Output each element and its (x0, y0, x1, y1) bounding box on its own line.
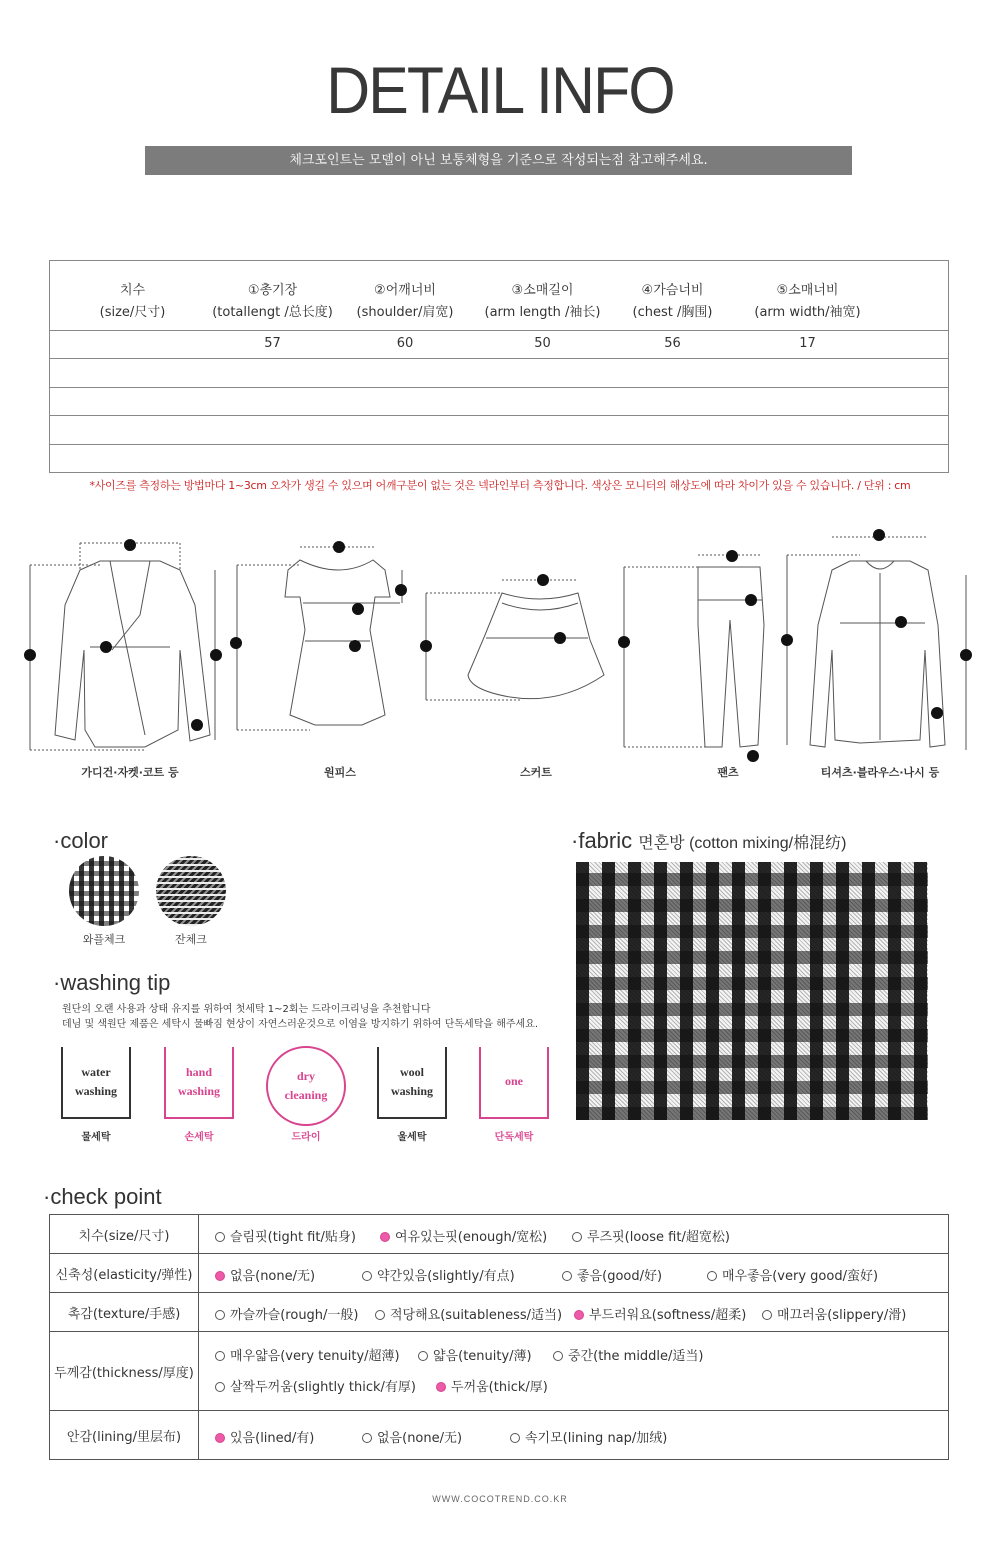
column-header-en: (totallengt /总长度) (212, 305, 333, 320)
washing-label: 손세탁 (184, 1132, 214, 1143)
dress-diagram (237, 547, 402, 730)
washing-tip-line: 데님 및 색원단 제품은 세탁시 물빠짐 현상이 자연스러운것으로 이염을 방지하기 위하여 단독세탁을 해주세요. (62, 1019, 539, 1030)
color-swatch-waffle-check[interactable] (69, 856, 139, 926)
color-title: ·color (53, 828, 109, 853)
size-table-row-empty (50, 416, 948, 445)
icon-text: one (505, 1074, 523, 1088)
page-title: DETAIL INFO (326, 53, 674, 127)
check-point-table (49, 1214, 949, 1460)
option-label: 좋음(good/好) (577, 1269, 663, 1284)
radio-icon[interactable] (215, 1382, 225, 1392)
option-label: 두꺼움(thick/厚) (451, 1380, 548, 1395)
icon-text: hand (185, 1065, 213, 1079)
footer-url[interactable]: WWW.COCOTREND.CO.KR (432, 1494, 568, 1504)
size-table-row-empty (50, 388, 948, 416)
option-very-tenuity[interactable] (215, 1345, 400, 1364)
check-row-label: 안감(lining/里层布) (50, 1411, 199, 1459)
marker-4 (352, 603, 364, 615)
radio-icon[interactable] (553, 1351, 563, 1361)
check-row-texture (50, 1293, 948, 1332)
marker-4 (895, 616, 907, 628)
diagram-label: 팬츠 (717, 766, 739, 779)
washing-tip-line: 원단의 오랜 사용과 상태 유지를 위하여 첫세탁 1~2회는 드라이크리닝을 추천합니다 (62, 1004, 431, 1015)
icon-text: wool (400, 1065, 424, 1079)
column-header (615, 279, 730, 320)
option-label: 없음(none/无) (230, 1269, 316, 1284)
radio-checked-icon[interactable] (215, 1271, 225, 1281)
option-label: 있음(lined/有) (230, 1431, 315, 1446)
column-header-ko: 치수 (119, 283, 146, 298)
skirt-diagram (426, 580, 604, 700)
diagram-label: 티셔츠·블라우스·나시 등 (820, 766, 940, 779)
marker-2 (873, 529, 885, 541)
size-table-header (50, 261, 948, 331)
marker-1 (24, 649, 36, 661)
option-slippery[interactable] (762, 1304, 906, 1323)
radio-icon[interactable] (510, 1433, 520, 1443)
washing-label: 드라이 (291, 1132, 321, 1143)
check-row-label: 신축성(elasticity/弹性) (50, 1254, 199, 1292)
icon-text: dry (297, 1069, 315, 1083)
measurement-diagrams (0, 525, 1000, 790)
column-header (345, 279, 465, 320)
option-label: 살짝두꺼움(slightly thick/有厚) (230, 1380, 416, 1395)
column-header-en: (shoulder/肩宽) (356, 305, 454, 320)
marker-2 (931, 707, 943, 719)
washing-title: ·washing tip (53, 970, 171, 995)
option-label: 부드러워요(softness/超柔) (589, 1308, 747, 1323)
marker-4 (100, 641, 112, 653)
option-label: 매끄러움(slippery/滑) (777, 1308, 907, 1323)
column-header-ko: ④가슴너비 (641, 283, 704, 298)
option-slightly-thick[interactable] (215, 1376, 416, 1395)
marker-5 (191, 719, 203, 731)
column-header-ko: ②어깨너비 (374, 283, 436, 298)
arm-length-value: 50 (534, 336, 551, 351)
icon-text: water (81, 1065, 111, 1079)
check-row-size (50, 1215, 948, 1254)
column-header-en: (chest /胸围) (632, 305, 713, 320)
marker-1 (781, 634, 793, 646)
radio-icon[interactable] (572, 1232, 582, 1242)
hand-washing-icon (164, 1047, 234, 1119)
size-table (49, 260, 949, 473)
fabric-photo (576, 862, 928, 1120)
marker-3 (210, 649, 222, 661)
fabric-value: 면혼방 (cotton mixing/棉混纺) (638, 835, 847, 852)
column-header (80, 279, 185, 320)
option-lined[interactable] (215, 1427, 314, 1446)
column-header-ko: ①총기장 (247, 283, 298, 298)
diagram-label: 가디건·자켓·코트 등 (81, 766, 179, 779)
diagram-label: 스커트 (520, 766, 552, 779)
radio-checked-icon[interactable] (380, 1232, 390, 1242)
marker-5 (349, 640, 361, 652)
check-point-title: ·check point (43, 1184, 162, 1209)
option-suitableness[interactable] (375, 1304, 562, 1323)
marker-3 (554, 632, 566, 644)
option-label: 루즈핏(loose fit/超宽松) (587, 1230, 730, 1245)
option-none[interactable] (215, 1265, 315, 1284)
column-header (470, 279, 615, 320)
radio-checked-icon[interactable] (574, 1310, 584, 1320)
radio-icon[interactable] (707, 1271, 717, 1281)
option-no-lining[interactable] (362, 1427, 462, 1446)
marker-2 (537, 574, 549, 586)
option-label: 얇음(tenuity/薄) (433, 1349, 532, 1364)
marker-2 (124, 539, 136, 551)
wool-washing-icon (377, 1047, 447, 1119)
check-row-thickness (50, 1332, 948, 1411)
total-length-value: 57 (264, 336, 281, 351)
radio-icon[interactable] (362, 1433, 372, 1443)
option-slightly[interactable] (362, 1265, 515, 1284)
option-label: 까슬까슬(rough/一般) (230, 1308, 359, 1323)
arm-width-value: 17 (799, 336, 816, 351)
notice-banner: 체크포인트는 모델이 아닌 보통체형을 기준으로 작성되는점 참고해주세요. (145, 146, 852, 175)
marker-3 (960, 649, 972, 661)
option-tight-fit[interactable] (215, 1226, 356, 1245)
washing-label: 단독세탁 (494, 1132, 534, 1143)
pants-diagram (624, 555, 764, 747)
column-header (200, 279, 345, 320)
option-label: 여유있는핏(enough/宽松) (395, 1230, 548, 1245)
option-label: 약간있음(slightly/有点) (377, 1269, 515, 1284)
option-loose-fit[interactable] (572, 1226, 730, 1245)
size-note: *사이즈를 측정하는 방법마다 1~3cm 오차가 생길 수 있으며 어깨구분이 없는 것은 넥라인부터 측정합니다. 색상은 모니터의 해상도에 따라 차이가 있을 수 있습니다. / 단위 : cm (89, 479, 911, 492)
option-softness[interactable] (574, 1304, 746, 1323)
option-middle[interactable] (553, 1345, 704, 1364)
color-swatch-label: 잔체크 (175, 933, 207, 946)
check-row-label: 치수(size/尺寸) (50, 1215, 199, 1253)
shoulder-value: 60 (396, 336, 414, 351)
icon-text: washing (74, 1084, 118, 1098)
check-row-lining (50, 1411, 948, 1459)
size-table-row-empty (50, 359, 948, 388)
radio-icon[interactable] (418, 1351, 428, 1361)
column-header-en: (size/尺寸) (99, 305, 166, 320)
marker-2 (333, 541, 345, 553)
marker-1 (420, 640, 432, 652)
column-header-en: (arm width/袖宽) (754, 305, 861, 320)
column-header-ko: ③소매길이 (511, 283, 574, 298)
option-good[interactable] (562, 1265, 662, 1284)
marker-2 (726, 550, 738, 562)
option-label: 없음(none/无) (377, 1431, 463, 1446)
marker-3 (747, 750, 759, 762)
color-swatch-small-check[interactable] (156, 856, 226, 926)
washing-label: 물세탁 (81, 1132, 111, 1143)
radio-icon[interactable] (562, 1271, 572, 1281)
chest-value: 56 (664, 336, 681, 351)
marker-1 (230, 637, 242, 649)
water-washing-icon (61, 1047, 131, 1119)
radio-icon[interactable] (215, 1232, 225, 1242)
radio-icon[interactable] (375, 1310, 385, 1320)
check-row-label: 촉감(texture/手感) (50, 1293, 199, 1331)
column-header (740, 279, 875, 320)
radio-icon[interactable] (362, 1271, 372, 1281)
option-thick[interactable] (436, 1376, 548, 1395)
fabric-title-label: ·fabric (571, 828, 633, 853)
option-very-good[interactable] (707, 1265, 878, 1284)
radio-checked-icon[interactable] (436, 1382, 446, 1392)
column-header-ko: ⑤소매너비 (776, 283, 839, 298)
dry-cleaning-icon (266, 1046, 346, 1126)
diagram-label: 원피스 (324, 766, 356, 779)
icon-text: cleaning (284, 1088, 328, 1102)
icon-text: washing (390, 1084, 434, 1098)
option-rough[interactable] (215, 1304, 359, 1323)
option-tenuity[interactable] (418, 1345, 532, 1364)
marker-3 (395, 584, 407, 596)
radio-checked-icon[interactable] (215, 1433, 225, 1443)
option-enough[interactable] (380, 1226, 547, 1245)
option-label: 중간(the middle/适当) (568, 1349, 704, 1364)
icon-text: washing (177, 1084, 221, 1098)
option-lining-nap[interactable] (510, 1427, 667, 1446)
washing-label: 울세탁 (397, 1132, 427, 1143)
jacket-diagram (30, 543, 215, 750)
column-header-en: (arm length /袖长) (484, 305, 601, 320)
radio-icon[interactable] (215, 1310, 225, 1320)
option-label: 속기모(lining nap/加绒) (525, 1431, 668, 1446)
option-label: 적당해요(suitableness/适当) (390, 1308, 563, 1323)
radio-icon[interactable] (215, 1351, 225, 1361)
color-swatch-label: 와플체크 (82, 933, 126, 946)
marker-4 (745, 594, 757, 606)
option-label: 매우좋음(very good/蛮好) (722, 1269, 879, 1284)
size-table-row (50, 331, 948, 359)
option-label: 슬림핏(tight fit/贴身) (230, 1230, 356, 1245)
single-washing-icon (479, 1047, 549, 1119)
check-row-label: 두께감(thickness/厚度) (50, 1332, 199, 1410)
fabric-title (571, 828, 846, 854)
radio-icon[interactable] (762, 1310, 772, 1320)
check-row-elasticity (50, 1254, 948, 1293)
option-label: 매우얇음(very tenuity/超薄) (230, 1349, 400, 1364)
marker-1 (618, 636, 630, 648)
